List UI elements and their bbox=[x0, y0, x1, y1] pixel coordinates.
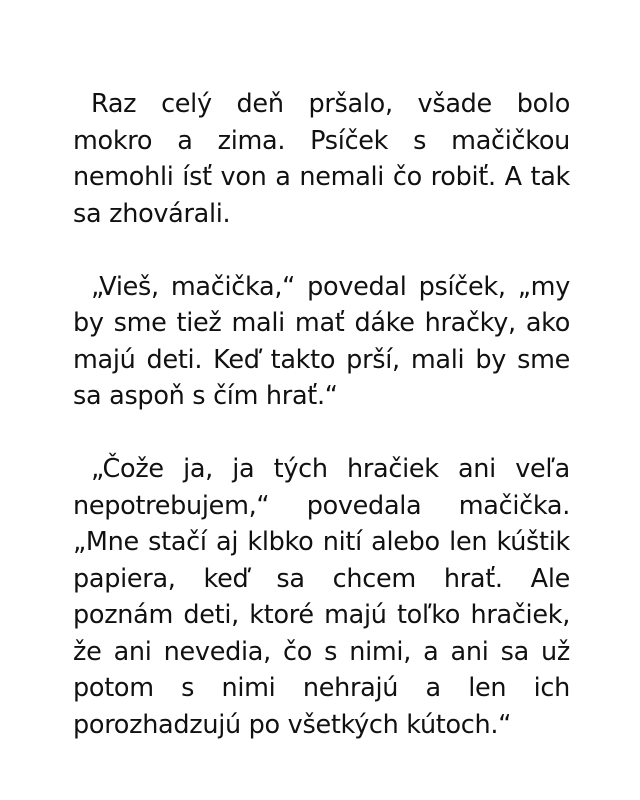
story-paragraph-2: „Vieš, mačička,“ povedal psíček, „my by sme tiež mali mať dáke hračky, ako majú deti. Keď takto prší, mali by sme sa aspoň s čím hrať.“ bbox=[73, 271, 570, 411]
story-text-block bbox=[73, 86, 570, 743]
story-paragraph-3: „Čože ja, ja tých hračiek ani veľa nepotrebujem,“ povedala mačička. „Mne stačí aj klbko nití alebo len kúštik papiera, keď sa chcem hrať. Ale poznám deti, ktoré majú toľko hračiek, že ani nevedia, čo s nimi, a ani sa už potom s nimi nehrajú a len ich porozhadzujú po všetkých kútoch.“ bbox=[73, 454, 570, 740]
story-paragraph-1: Raz celý deň pršalo, všade bolo mokro a zima. Psíček s mačičkou nemohli ísť von a nemali čo robiť. A tak sa zhovárali. bbox=[73, 89, 570, 229]
